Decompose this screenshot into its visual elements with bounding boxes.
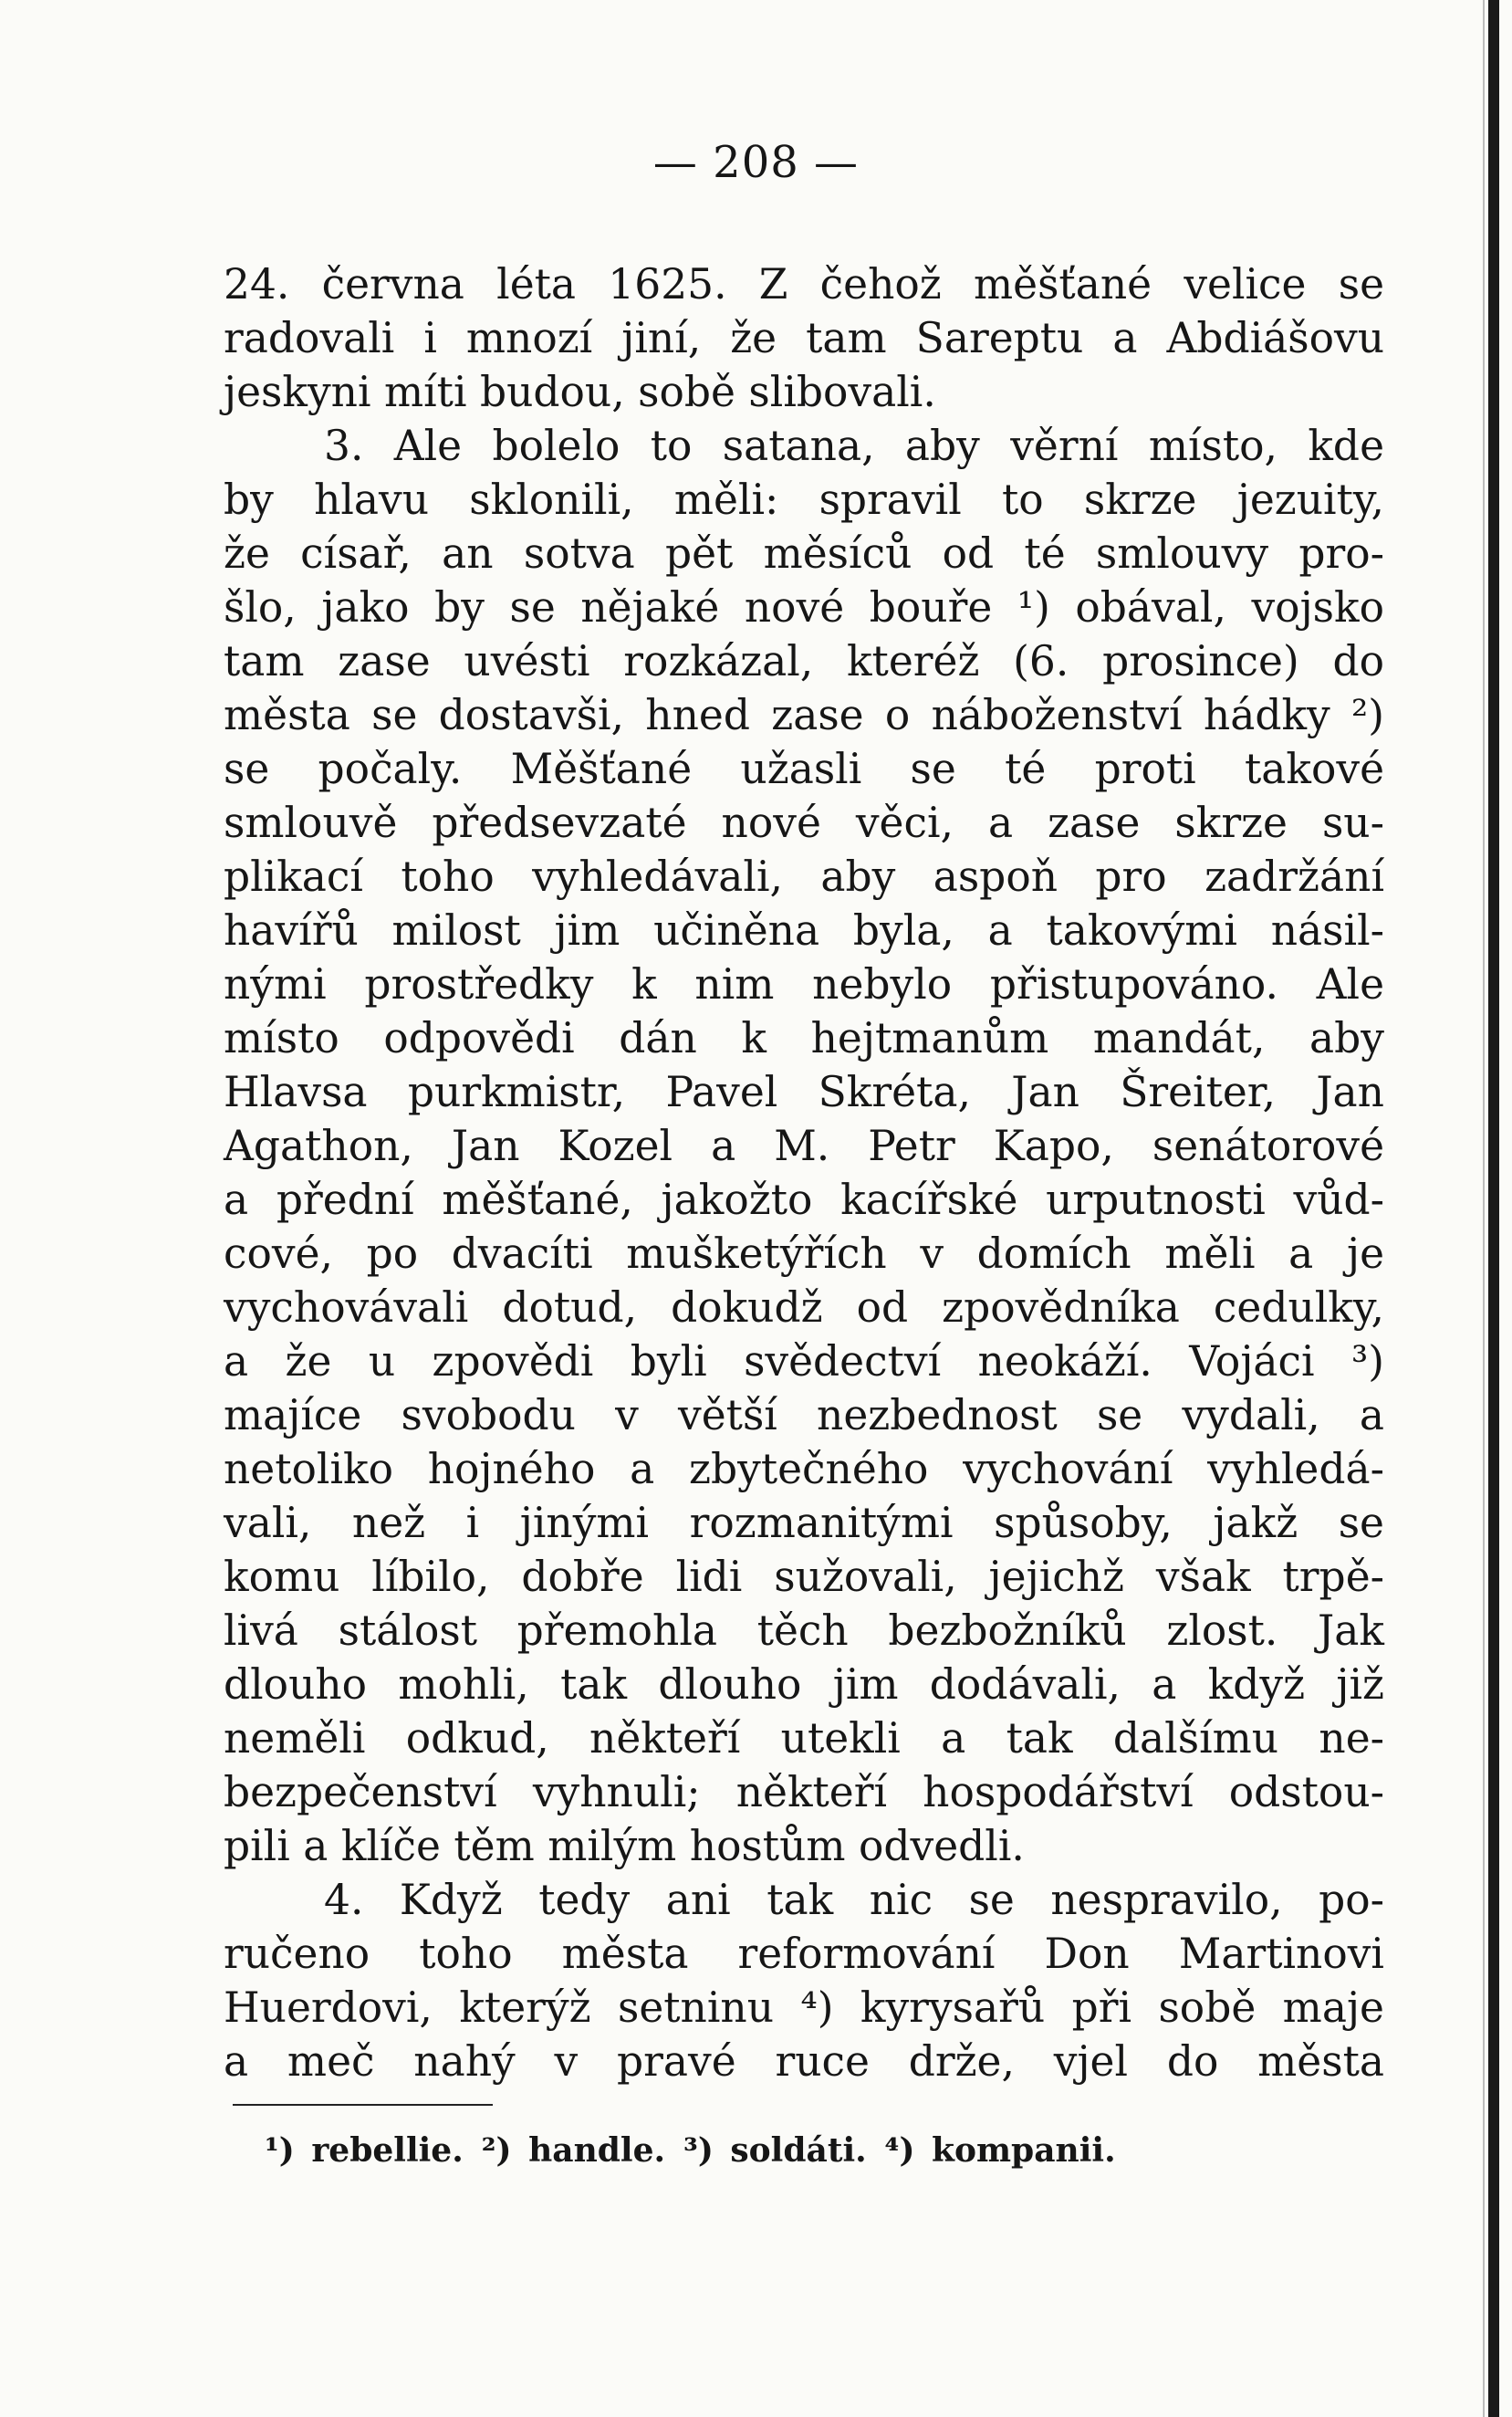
page-edge-dark xyxy=(1488,0,1499,2417)
footnote-rule xyxy=(233,2104,493,2106)
text-line: 4. Když tedy ani tak nic se nespravilo, po- xyxy=(324,1876,1384,1924)
body-text xyxy=(224,257,1384,2088)
text-line: plikací toho vyhledávali, aby aspoň pro zadržání xyxy=(224,853,1384,901)
text-line: radovali i mnozí jiní, že tam Sareptu a Abdiášovu xyxy=(224,314,1384,362)
text-line: cové, po dvacíti mušketýřích v domích měli a je xyxy=(224,1229,1384,1278)
text-line: smlouvě předsevzaté nové věci, a zase skrze su- xyxy=(224,799,1384,847)
text-line: a přední měšťané, jakožto kacířské urputnosti vůd- xyxy=(224,1176,1384,1224)
text-line: vychovávali dotud, dokudž od zpovědníka cedulky, xyxy=(224,1283,1384,1332)
text-line: neměli odkud, někteří utekli a tak dalšímu ne- xyxy=(224,1714,1384,1763)
text-line: pili a klíče těm milým hostům odvedli. xyxy=(224,1822,1025,1870)
footnote-item: ²) handle. xyxy=(481,2131,666,2170)
footnote-item: ⁴) kompanii. xyxy=(884,2131,1116,2170)
text-line: tam zase uvésti rozkázal, kteréž (6. prosince) do xyxy=(224,637,1384,685)
footnote-item: ³) soldáti. xyxy=(683,2131,867,2170)
text-line: dlouho mohli, tak dlouho jim dodávali, a když již xyxy=(224,1660,1384,1709)
text-line: šlo, jako by se nějaké nové bouře ¹) obával, vojsko xyxy=(224,583,1384,632)
text-line: nými prostředky k nim nebylo přistupováno. Ale xyxy=(224,960,1384,1009)
text-line: 24. června léta 1625. Z čehož měšťané velice se xyxy=(224,260,1384,309)
text-line: Hlavsa purkmistr, Pavel Skréta, Jan Šreiter, Jan xyxy=(224,1068,1384,1116)
text-line: 3. Ale bolelo to satana, aby věrní místo, kde xyxy=(324,422,1384,470)
text-line: majíce svobodu v větší nezbednost se vydali, a xyxy=(224,1391,1384,1439)
text-line: Huerdovi, kterýž setninu ⁴) kyrysařů při sobě maje xyxy=(224,1983,1384,2032)
footnotes xyxy=(265,2131,1268,2170)
text-line: že císař, an sotva pět měsíců od té smlouvy pro- xyxy=(224,529,1384,578)
text-line: ručeno toho města reformování Don Martinovi xyxy=(224,1930,1384,1978)
text-line: komu líbilo, dobře lidi sužovali, jejichž však trpě- xyxy=(224,1553,1384,1601)
text-line: havířů milost jim učiněna byla, a takovými násil- xyxy=(224,906,1384,955)
text-line: a že u zpovědi byli svědectví neokáží. Vojáci ³) xyxy=(224,1337,1384,1386)
text-line: Agathon, Jan Kozel a M. Petr Kapo, senátorové xyxy=(224,1122,1384,1170)
text-line: livá stálost přemohla těch bezbožníků zlost. Jak xyxy=(224,1606,1384,1655)
text-line: města se dostavši, hned zase o náboženství hádky ²) xyxy=(224,691,1384,739)
text-line: by hlavu sklonili, měli: spravil to skrze jezuity, xyxy=(224,476,1384,524)
text-line: a meč nahý v pravé ruce drže, vjel do města xyxy=(224,2037,1384,2086)
footnote-item: ¹) rebellie. xyxy=(265,2131,464,2170)
page-number: — 208 — xyxy=(652,137,860,188)
text-line: se počaly. Měšťané užasli se té proti takové xyxy=(224,745,1384,793)
text-line: místo odpovědi dán k hejtmanům mandát, aby xyxy=(224,1014,1384,1062)
text-line: jeskyni míti budou, sobě slibovali. xyxy=(224,368,936,416)
text-line: vali, než i jinými rozmanitými spůsoby, jakž se xyxy=(224,1499,1384,1547)
page-edge-line xyxy=(1483,0,1485,2417)
text-line: netoliko hojného a zbytečného vychování vyhledá- xyxy=(224,1445,1384,1493)
text-line: bezpečenství vyhnuli; někteří hospodářství odstou- xyxy=(224,1768,1384,1816)
